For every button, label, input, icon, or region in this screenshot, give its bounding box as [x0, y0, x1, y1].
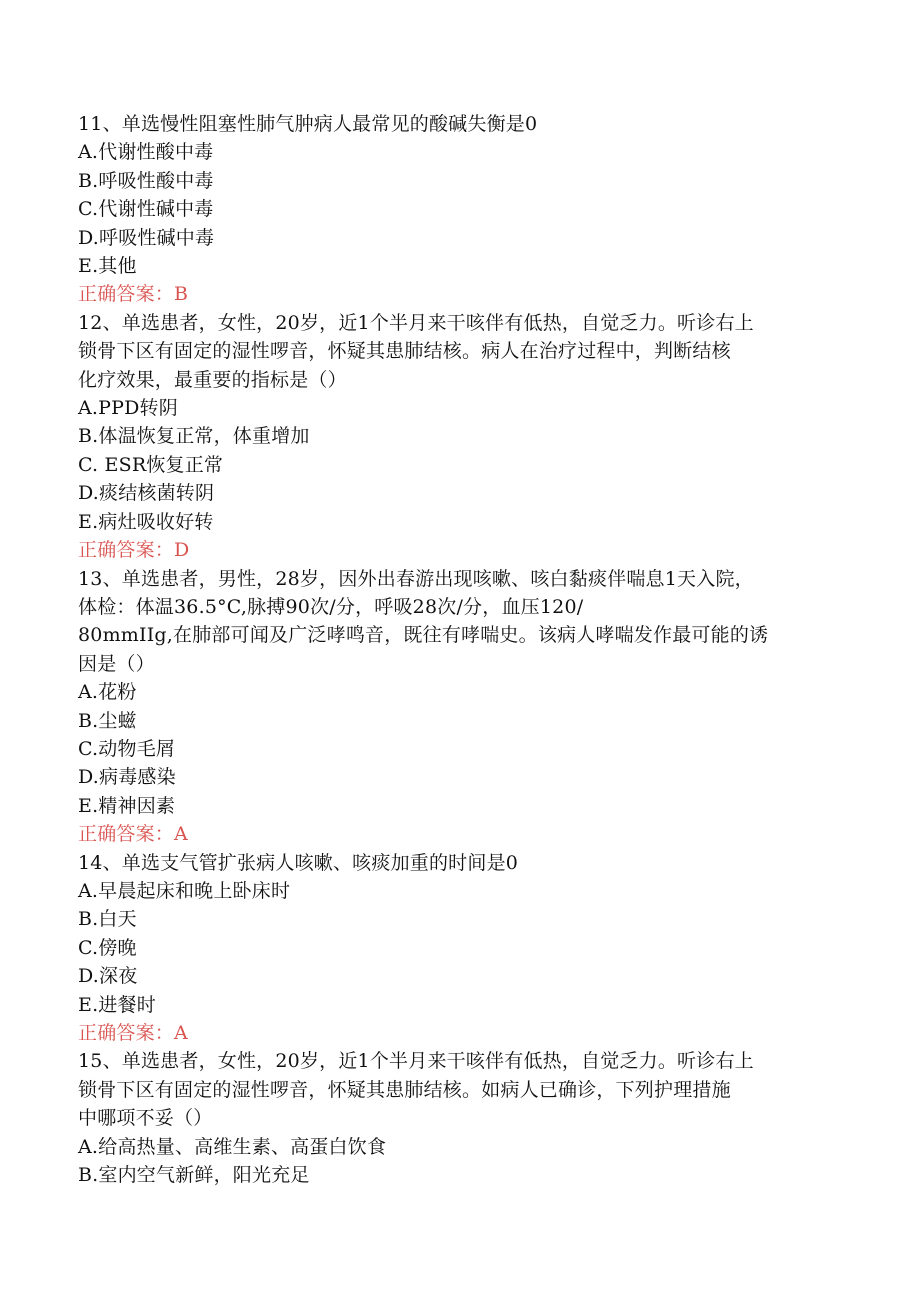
question-stem-line: 中哪项不妥（）: [78, 1107, 213, 1130]
document-page: [78, 110, 838, 1189]
option-c: C. ESR恢复正常: [78, 453, 224, 476]
correct-answer: 正确答案：D: [78, 539, 190, 562]
question-stem-line: 化疗效果，最重要的指标是（）: [78, 368, 347, 391]
option-a: A.代谢性酸中毒: [78, 141, 214, 164]
question-11: [78, 110, 838, 309]
option-c: C.代谢性碱中毒: [78, 198, 214, 221]
option-b: B.尘螆: [78, 709, 137, 732]
option-a: A.早晨起床和晚上卧床时: [78, 879, 291, 902]
option-d: D.病毒感染: [78, 766, 176, 789]
question-stem-line: 锁骨下区有固定的湿性啰音，怀疑其患肺结核。如病人已确诊，下列护理措施: [78, 1078, 731, 1101]
option-b: B.室内空气新鲜，阳光充足: [78, 1164, 310, 1187]
option-e: E.精神因素: [78, 794, 176, 817]
option-c: C.傍晚: [78, 936, 137, 959]
option-e: E.病灶吸收好转: [78, 510, 214, 533]
option-d: D.深夜: [78, 965, 138, 988]
question-stem-line: 13、单选患者，男性，28岁，因外出春游出现咳嗽、咳白黏痰伴喘息1天入院，: [78, 567, 754, 590]
question-13: [78, 565, 838, 849]
question-14: [78, 849, 838, 1048]
question-stem-line: 锁骨下区有固定的湿性啰音，怀疑其患肺结核。病人在治疗过程中，判断结核: [78, 340, 731, 363]
option-d: D.呼吸性碱中毒: [78, 226, 215, 249]
option-b: B.白天: [78, 908, 137, 931]
option-a: A.给高热量、高维生素、高蛋白饮食: [78, 1135, 387, 1158]
question-stem-line: 11、单选慢性阻塞性肺气肿病人最常见的酸碱失衡是0: [78, 113, 538, 135]
option-a: A.花粉: [78, 681, 137, 704]
question-stem-line: 14、单选支气管扩张病人咳嗽、咳痰加重的时间是0: [78, 851, 519, 874]
correct-answer: 正确答案：B: [78, 283, 189, 306]
option-b: B.体温恢复正常，体重增加: [78, 425, 310, 448]
option-a: A.PPD转阴: [78, 397, 178, 420]
option-c: C.动物毛屑: [78, 737, 176, 760]
question-12: [78, 309, 838, 565]
option-e: E.其他: [78, 255, 137, 278]
option-e: E.进餐时: [78, 993, 156, 1016]
option-d: D.痰结核菌转阴: [78, 482, 215, 505]
question-stem-line: 15、单选患者，女性，20岁，近1个半月来干咳伴有低热，自觉乏力。听诊右上: [78, 1050, 754, 1073]
question-stem-line: 12、单选患者，女性，20岁，近1个半月来干咳伴有低热，自觉乏力。听诊右上: [78, 311, 754, 334]
option-b: B.呼吸性酸中毒: [78, 169, 214, 192]
question-stem-line: 体检：体温36.5°C,脉搏90次/分，呼吸28次/分，血压120/: [78, 595, 584, 618]
correct-answer: 正确答案：A: [78, 1022, 188, 1044]
correct-answer: 正确答案：A: [78, 823, 188, 846]
question-15: [78, 1047, 838, 1189]
question-stem-line: 80mmIIg,在肺部可闻及广泛哮鸣音，既往有哮喘史。该病人哮喘发作最可能的诱: [78, 624, 769, 647]
question-stem-line: 因是（）: [78, 652, 155, 675]
